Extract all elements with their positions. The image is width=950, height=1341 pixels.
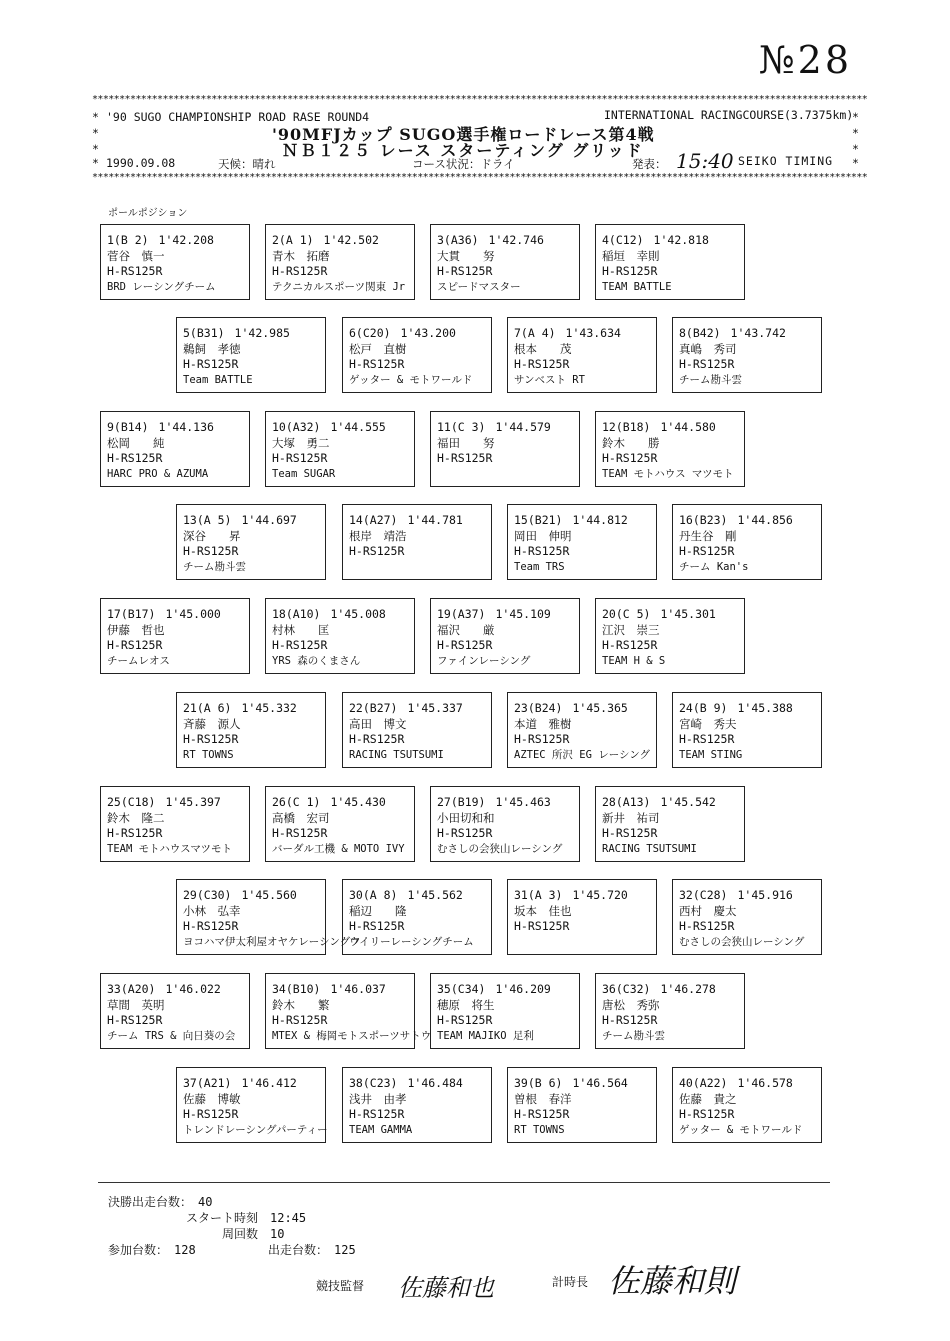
grid-cell bbox=[265, 598, 415, 674]
grid-cell bbox=[430, 973, 580, 1049]
machine-model: H-RS125R bbox=[437, 1013, 493, 1028]
rider-name: 福田 努 bbox=[437, 435, 495, 450]
grid-cell bbox=[595, 411, 745, 487]
qualifying-time: 1'44.812 bbox=[572, 513, 628, 527]
finalists-count: 決勝出走台数： 40 bbox=[108, 1195, 213, 1209]
grid-position: 38(C23) bbox=[349, 1076, 398, 1090]
grid-position: 40(A22) bbox=[679, 1076, 728, 1090]
pole-position-label: ポールポジション bbox=[108, 208, 188, 219]
qualifying-time: 1'44.580 bbox=[660, 420, 716, 434]
machine-model: H-RS125R bbox=[349, 919, 405, 934]
team-name: RT TOWNS bbox=[514, 1123, 565, 1136]
grid-position: 1(B 2) bbox=[107, 233, 149, 247]
grid-cell bbox=[430, 224, 580, 300]
machine-model: H-RS125R bbox=[183, 732, 239, 747]
rider-name: 浅井 由孝 bbox=[349, 1091, 407, 1106]
grid-position: 18(A10) bbox=[272, 607, 321, 621]
rider-name: 根岸 靖浩 bbox=[349, 528, 407, 543]
machine-model: H-RS125R bbox=[437, 264, 493, 279]
rider-name: 佐藤 貴之 bbox=[679, 1091, 737, 1106]
subtitle-jp: ＮＢ１２５ レース スターティング グリッド bbox=[282, 141, 644, 160]
rider-name: 佐藤 博敏 bbox=[183, 1091, 241, 1106]
announce-label: 発表： bbox=[632, 157, 667, 171]
grid-cell bbox=[342, 317, 492, 393]
grid-cell bbox=[507, 504, 657, 580]
machine-model: H-RS125R bbox=[602, 826, 658, 841]
rider-name: 小林 弘幸 bbox=[183, 903, 241, 918]
qualifying-time: 1'42.818 bbox=[653, 233, 709, 247]
grid-position: 19(A37) bbox=[437, 607, 486, 621]
rider-name: 鈴木 隆二 bbox=[107, 810, 165, 825]
date: 1990.09.08 bbox=[106, 156, 176, 170]
team-name: TEAM BATTLE bbox=[602, 280, 672, 293]
team-name: バーダル工機 & MOTO IVY bbox=[272, 842, 405, 855]
rider-name: 岡田 伸明 bbox=[514, 528, 572, 543]
grid-cell bbox=[100, 786, 250, 862]
qualifying-time: 1'45.388 bbox=[737, 701, 793, 715]
rider-name: 小田切和和 bbox=[437, 810, 495, 825]
rider-name: 真嶋 秀司 bbox=[679, 341, 737, 356]
grid-position: 3(A36) bbox=[437, 233, 479, 247]
qualifying-time: 1'46.022 bbox=[165, 982, 221, 996]
rider-name: 菅谷 慎一 bbox=[107, 248, 165, 263]
machine-model: H-RS125R bbox=[272, 826, 328, 841]
rider-name: 丹生谷 剛 bbox=[679, 528, 737, 543]
machine-model: H-RS125R bbox=[514, 1107, 570, 1122]
qualifying-time: 1'45.542 bbox=[660, 795, 716, 809]
machine-model: H-RS125R bbox=[679, 544, 735, 559]
machine-model: H-RS125R bbox=[349, 357, 405, 372]
team-name: むさしの会狭山レーシング bbox=[679, 935, 805, 948]
course-condition: コース状況：ドライ bbox=[412, 157, 515, 171]
team-name: Team SUGAR bbox=[272, 467, 336, 480]
team-name: チーム勘斗雲 bbox=[679, 373, 742, 386]
machine-model: H-RS125R bbox=[602, 451, 658, 466]
grid-position: 17(B17) bbox=[107, 607, 156, 621]
rider-name: 曽根 春洋 bbox=[514, 1091, 572, 1106]
machine-model: H-RS125R bbox=[183, 919, 239, 934]
grid-position: 21(A 6) bbox=[183, 701, 232, 715]
rider-name: 宮崎 秀夫 bbox=[679, 716, 737, 731]
grid-cell bbox=[342, 1067, 492, 1143]
team-name: むさしの会狭山レーシング bbox=[437, 842, 563, 855]
qualifying-time: 1'44.697 bbox=[241, 513, 297, 527]
machine-model: H-RS125R bbox=[349, 732, 405, 747]
team-name: TEAM モトハウス マツモト bbox=[602, 467, 734, 480]
machine-model: H-RS125R bbox=[272, 638, 328, 653]
rider-name: 鈴木 繁 bbox=[272, 997, 330, 1012]
qualifying-time: 1'44.856 bbox=[737, 513, 793, 527]
machine-model: H-RS125R bbox=[679, 357, 735, 372]
grid-cell bbox=[176, 1067, 326, 1143]
grid-position: 13(A 5) bbox=[183, 513, 232, 527]
grid-position: 29(C30) bbox=[183, 888, 232, 902]
team-name: AZTEC 所沢 EG レーシング bbox=[514, 748, 651, 761]
grid-position: 27(B19) bbox=[437, 795, 486, 809]
team-name: TEAM GAMMA bbox=[349, 1123, 413, 1136]
grid-position: 9(B14) bbox=[107, 420, 149, 434]
grid-cell bbox=[595, 786, 745, 862]
team-name: RACING TSUTSUMI bbox=[602, 842, 697, 855]
machine-model: H-RS125R bbox=[679, 1107, 735, 1122]
qualifying-time: 1'42.208 bbox=[158, 233, 214, 247]
team-name: ファインレーシング bbox=[437, 654, 531, 667]
qualifying-time: 1'45.463 bbox=[495, 795, 551, 809]
grid-position: 12(B18) bbox=[602, 420, 651, 434]
machine-model: H-RS125R bbox=[349, 544, 405, 559]
grid-position: 4(C12) bbox=[602, 233, 644, 247]
grid-position: 37(A21) bbox=[183, 1076, 232, 1090]
rider-name: 鈴木 勝 bbox=[602, 435, 660, 450]
machine-model: H-RS125R bbox=[514, 732, 570, 747]
grid-position: 39(B 6) bbox=[514, 1076, 563, 1090]
grid-position: 36(C32) bbox=[602, 982, 651, 996]
qualifying-time: 1'45.397 bbox=[165, 795, 221, 809]
machine-model: H-RS125R bbox=[437, 451, 493, 466]
team-name: MTEX & 梅岡モトスポーツサトウ bbox=[272, 1029, 432, 1042]
title-jp: '90MFJカップ SUGO選手権ロードレース第4戦 bbox=[272, 125, 655, 144]
grid-position: 32(C28) bbox=[679, 888, 728, 902]
rider-name: 唐松 秀弥 bbox=[602, 997, 660, 1012]
team-name: Team TRS bbox=[514, 560, 565, 573]
grid-position: 30(A 8) bbox=[349, 888, 398, 902]
team-name: テクニカルスポーツ関東 Jr bbox=[272, 280, 406, 293]
grid-cell bbox=[672, 879, 822, 955]
grid-cell bbox=[100, 973, 250, 1049]
machine-model: H-RS125R bbox=[183, 1107, 239, 1122]
team-name: ヨコハマ伊太利屋オヤケレーシングフ bbox=[183, 935, 361, 948]
team-name: BRD レーシングチーム bbox=[107, 280, 216, 293]
qualifying-time: 1'46.037 bbox=[330, 982, 386, 996]
team-name: TEAM モトハウスマツモト bbox=[107, 842, 233, 855]
qualifying-time: 1'45.109 bbox=[495, 607, 551, 621]
rider-name: 高橋 宏司 bbox=[272, 810, 330, 825]
team-name: チーム勘斗雲 bbox=[602, 1029, 665, 1042]
grid-cell bbox=[176, 504, 326, 580]
grid-position: 15(B21) bbox=[514, 513, 563, 527]
grid-position: 23(B24) bbox=[514, 701, 563, 715]
grid-cell bbox=[265, 224, 415, 300]
machine-model: H-RS125R bbox=[514, 357, 570, 372]
team-name: サンベスト RT bbox=[514, 373, 585, 386]
event-name: '90 SUGO CHAMPIONSHIP ROAD RASE ROUND4 bbox=[106, 110, 370, 124]
machine-model: H-RS125R bbox=[679, 919, 735, 934]
director-signature: 佐藤和也 bbox=[398, 1274, 494, 1302]
grid-position: 2(A 1) bbox=[272, 233, 314, 247]
qualifying-time: 1'46.564 bbox=[572, 1076, 628, 1090]
rider-name: 高田 博文 bbox=[349, 716, 407, 731]
team-name: チーム Kan's bbox=[679, 560, 749, 573]
qualifying-time: 1'43.200 bbox=[400, 326, 456, 340]
qualifying-time: 1'45.301 bbox=[660, 607, 716, 621]
grid-cell bbox=[595, 973, 745, 1049]
grid-position: 24(B 9) bbox=[679, 701, 728, 715]
star-border-top: *********************************************************************************************************************************************** bbox=[92, 94, 868, 105]
team-name: トレンドレーシングパーティー bbox=[183, 1123, 328, 1136]
grid-cell bbox=[176, 692, 326, 768]
rider-name: 村林 匡 bbox=[272, 622, 330, 637]
rider-name: 青木 拓磨 bbox=[272, 248, 330, 263]
grid-position: 31(A 3) bbox=[514, 888, 563, 902]
rider-name: 松戸 直樹 bbox=[349, 341, 407, 356]
grid-position: 10(A32) bbox=[272, 420, 321, 434]
grid-cell bbox=[430, 786, 580, 862]
grid-cell bbox=[265, 411, 415, 487]
grid-cell bbox=[507, 692, 657, 768]
grid-position: 28(A13) bbox=[602, 795, 651, 809]
qualifying-time: 1'45.365 bbox=[572, 701, 628, 715]
grid-position: 25(C18) bbox=[107, 795, 156, 809]
rider-name: 新井 祐司 bbox=[602, 810, 660, 825]
grid-cell bbox=[176, 879, 361, 955]
rider-name: 鵜飼 孝徳 bbox=[183, 341, 241, 356]
divider-line bbox=[98, 1182, 830, 1183]
qualifying-time: 1'45.720 bbox=[572, 888, 628, 902]
grid-position: 5(B31) bbox=[183, 326, 225, 340]
team-name: チームレオス bbox=[107, 654, 170, 667]
team-name: TEAM STING bbox=[679, 748, 743, 761]
machine-model: H-RS125R bbox=[437, 826, 493, 841]
grid-position: 14(A27) bbox=[349, 513, 398, 527]
grid-cell bbox=[672, 504, 822, 580]
rider-name: 稲垣 幸則 bbox=[602, 248, 660, 263]
grid-position: 35(C34) bbox=[437, 982, 486, 996]
director-label: 競技監督 bbox=[316, 1279, 365, 1293]
grid-cell bbox=[507, 879, 657, 955]
timekeeper-label: 計時長 bbox=[552, 1275, 589, 1289]
rider-name: 江沢 崇三 bbox=[602, 622, 660, 637]
machine-model: H-RS125R bbox=[272, 1013, 328, 1028]
grid-position: 26(C 1) bbox=[272, 795, 321, 809]
machine-model: H-RS125R bbox=[107, 638, 163, 653]
machine-model: H-RS125R bbox=[514, 544, 570, 559]
machine-model: H-RS125R bbox=[272, 264, 328, 279]
grid-cell bbox=[100, 411, 250, 487]
machine-model: H-RS125R bbox=[602, 1013, 658, 1028]
team-name: ゲッター & モトワールド bbox=[349, 373, 473, 386]
rider-name: 草間 英明 bbox=[107, 997, 165, 1012]
grid-position: 16(B23) bbox=[679, 513, 728, 527]
qualifying-time: 1'45.430 bbox=[330, 795, 386, 809]
team-name: YRS 森のくまさん bbox=[272, 654, 361, 667]
rider-name: 穂原 将生 bbox=[437, 997, 495, 1012]
timing-provider: SEIKO TIMING bbox=[738, 154, 834, 168]
machine-model: H-RS125R bbox=[514, 919, 570, 934]
star-border-bottom: *********************************************************************************************************************************************** bbox=[92, 172, 868, 183]
qualifying-time: 1'46.209 bbox=[495, 982, 551, 996]
grid-cell bbox=[342, 504, 492, 580]
machine-model: H-RS125R bbox=[107, 264, 163, 279]
rider-name: 大貫 努 bbox=[437, 248, 495, 263]
lap-count: 周回数 10 bbox=[222, 1227, 285, 1241]
start-time: スタート時刻 12:45 bbox=[186, 1211, 307, 1225]
grid-position: 11(C 3) bbox=[437, 420, 486, 434]
announce-time: 15:40 bbox=[676, 149, 734, 173]
rider-name: 福沢 厳 bbox=[437, 622, 495, 637]
team-name: チーム勘斗雲 bbox=[183, 560, 246, 573]
grid-cell bbox=[595, 224, 745, 300]
machine-model: H-RS125R bbox=[107, 1013, 163, 1028]
grid-cell bbox=[265, 973, 432, 1049]
rider-name: 大塚 勇二 bbox=[272, 435, 330, 450]
qualifying-time: 1'45.560 bbox=[241, 888, 297, 902]
rider-name: 深谷 昇 bbox=[183, 528, 241, 543]
team-name: RT TOWNS bbox=[183, 748, 234, 761]
team-name: スピードマスター bbox=[437, 280, 521, 293]
grid-cell bbox=[430, 411, 580, 487]
qualifying-time: 1'44.781 bbox=[407, 513, 463, 527]
grid-cell bbox=[100, 598, 250, 674]
team-name: ウイリーレーシングチーム bbox=[349, 935, 474, 948]
grid-cell bbox=[672, 1067, 822, 1143]
team-name: チーム TRS & 向日葵の会 bbox=[107, 1029, 236, 1042]
course-name: INTERNATIONAL RACINGCOURSE(3.7375km) bbox=[604, 108, 854, 122]
qualifying-time: 1'46.578 bbox=[737, 1076, 793, 1090]
entrants-count: 参加台数： 128 bbox=[108, 1243, 196, 1257]
starters-count: 出走台数： 125 bbox=[268, 1243, 356, 1257]
qualifying-time: 1'45.337 bbox=[407, 701, 463, 715]
rider-name: 本道 雅樹 bbox=[514, 716, 572, 731]
rider-name: 伊藤 哲也 bbox=[107, 622, 165, 637]
grid-cell bbox=[595, 598, 745, 674]
grid-cell bbox=[672, 317, 822, 393]
grid-cell bbox=[176, 317, 326, 393]
team-name: Team BATTLE bbox=[183, 373, 253, 386]
machine-model: H-RS125R bbox=[107, 826, 163, 841]
qualifying-time: 1'45.332 bbox=[241, 701, 297, 715]
qualifying-time: 1'45.562 bbox=[407, 888, 463, 902]
machine-model: H-RS125R bbox=[602, 264, 658, 279]
qualifying-time: 1'45.008 bbox=[330, 607, 386, 621]
grid-position: 34(B10) bbox=[272, 982, 321, 996]
machine-model: H-RS125R bbox=[183, 544, 239, 559]
weather: 天候：晴れ bbox=[218, 157, 276, 171]
qualifying-time: 1'44.579 bbox=[495, 420, 551, 434]
grid-position: 33(A20) bbox=[107, 982, 156, 996]
machine-model: H-RS125R bbox=[183, 357, 239, 372]
grid-cell bbox=[342, 692, 492, 768]
timekeeper-signature: 佐藤和則 bbox=[608, 1262, 737, 1300]
qualifying-time: 1'42.746 bbox=[488, 233, 544, 247]
qualifying-time: 1'44.555 bbox=[330, 420, 386, 434]
grid-cell bbox=[342, 879, 492, 955]
qualifying-time: 1'42.985 bbox=[234, 326, 290, 340]
team-name: RACING TSUTSUMI bbox=[349, 748, 444, 761]
qualifying-time: 1'46.412 bbox=[241, 1076, 297, 1090]
grid-cell bbox=[265, 786, 415, 862]
qualifying-time: 1'43.634 bbox=[565, 326, 621, 340]
grid-position: 7(A 4) bbox=[514, 326, 556, 340]
grid-cell bbox=[507, 317, 657, 393]
qualifying-time: 1'45.916 bbox=[737, 888, 793, 902]
grid-position: 22(B27) bbox=[349, 701, 398, 715]
machine-model: H-RS125R bbox=[107, 451, 163, 466]
rider-name: 根本 茂 bbox=[514, 341, 572, 356]
machine-model: H-RS125R bbox=[602, 638, 658, 653]
team-name: ゲッター & モトワールド bbox=[679, 1123, 803, 1136]
grid-cell bbox=[430, 598, 580, 674]
grid-position: 20(C 5) bbox=[602, 607, 651, 621]
rider-name: 西村 慶太 bbox=[679, 903, 737, 918]
document-number: №28 bbox=[758, 38, 852, 82]
qualifying-time: 1'43.742 bbox=[730, 326, 786, 340]
team-name: TEAM MAJIKO 足利 bbox=[437, 1029, 534, 1042]
rider-name: 松岡 純 bbox=[107, 435, 165, 450]
team-name: TEAM H & S bbox=[602, 654, 666, 667]
rider-name: 坂本 佳也 bbox=[514, 903, 572, 918]
grid-position: 8(B42) bbox=[679, 326, 721, 340]
qualifying-time: 1'45.000 bbox=[165, 607, 221, 621]
machine-model: H-RS125R bbox=[272, 451, 328, 466]
grid-cell bbox=[672, 692, 822, 768]
grid-cell bbox=[100, 224, 250, 300]
rider-name: 斉藤 源人 bbox=[183, 716, 241, 731]
grid-cell bbox=[507, 1067, 657, 1143]
rider-name: 稲辺 隆 bbox=[349, 903, 407, 918]
qualifying-time: 1'42.502 bbox=[323, 233, 379, 247]
team-name: HARC PRO & AZUMA bbox=[107, 467, 209, 480]
qualifying-time: 1'46.484 bbox=[407, 1076, 463, 1090]
machine-model: H-RS125R bbox=[437, 638, 493, 653]
machine-model: H-RS125R bbox=[349, 1107, 405, 1122]
machine-model: H-RS125R bbox=[679, 732, 735, 747]
grid-position: 6(C20) bbox=[349, 326, 391, 340]
qualifying-time: 1'46.278 bbox=[660, 982, 716, 996]
qualifying-time: 1'44.136 bbox=[158, 420, 214, 434]
